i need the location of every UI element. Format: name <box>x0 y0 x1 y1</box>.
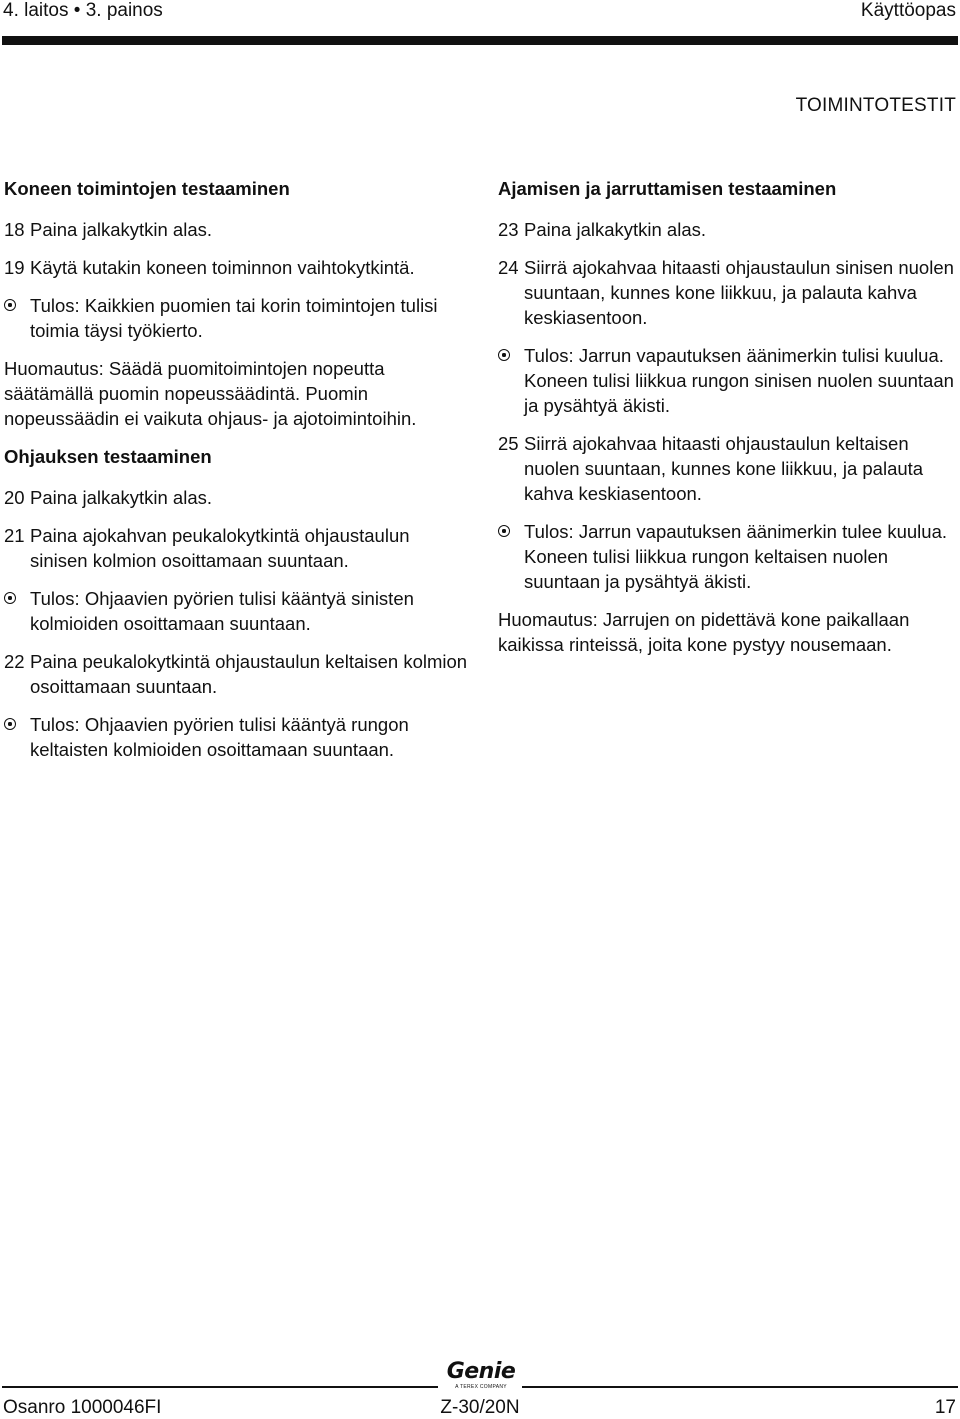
step-text: Siirrä ajokahvaa hitaasti ohjaustaulun sinisen nuolen suuntaan, kunnes kone liikkuu, ja palauta kahva keskiasentoon. <box>524 257 954 328</box>
logo-wordmark: Genie <box>446 1359 516 1384</box>
step-20 <box>4 485 472 510</box>
result-22 <box>4 712 472 762</box>
result-21 <box>4 586 472 636</box>
step-21 <box>4 523 472 573</box>
step-24 <box>498 255 958 330</box>
result-text: Tulos: Jarrun vapautuksen äänimerkin tulisi kuulua. Koneen tulisi liikkua rungon sinisen nuolen suuntaan ja pysähtyä äkisti. <box>524 345 954 416</box>
step-text: Paina ajokahvan peukalokytkintä ohjaustaulun sinisen kolmion osoittamaan suuntaan. <box>30 525 410 571</box>
step-number: 25 <box>498 433 519 454</box>
result-text: Tulos: Ohjaavien pyörien tulisi kääntyä rungon keltaisten kolmioiden osoittamaan suuntaan. <box>30 714 409 760</box>
step-18 <box>4 217 472 242</box>
step-number: 19 <box>4 257 25 278</box>
result-bullet-icon <box>498 525 510 537</box>
footer-rule-right <box>522 1386 958 1388</box>
result-bullet-icon <box>4 718 16 730</box>
genie-logo <box>444 1360 518 1392</box>
step-text: Paina jalkakytkin alas. <box>30 219 213 240</box>
step-text: Paina peukalokytkintä ohjaustaulun keltaisen kolmion osoittamaan suuntaan. <box>30 651 468 697</box>
left-column <box>4 176 472 775</box>
heading-machine-functions: Koneen toimintojen testaaminen <box>4 178 290 199</box>
heading-drive-brake: Ajamisen ja jarruttamisen testaaminen <box>498 178 837 199</box>
step-text: Paina jalkakytkin alas. <box>30 487 213 508</box>
manual-title: Käyttöopas <box>860 0 956 21</box>
header-rule <box>2 36 958 45</box>
step-text: Siirrä ajokahvaa hitaasti ohjaustaulun keltaisen nuolen suuntaan, kunnes kone liikkuu, ja palauta kahva keskiasentoon. <box>524 433 924 504</box>
result-bullet-icon <box>4 592 16 604</box>
step-number: 24 <box>498 257 519 278</box>
logo-subtext: A TEREX COMPANY <box>455 1384 507 1390</box>
result-text: Tulos: Ohjaavien pyörien tulisi kääntyä sinisten kolmioiden osoittamaan suuntaan. <box>30 588 414 634</box>
step-number: 18 <box>4 219 25 240</box>
step-number: 20 <box>4 487 25 508</box>
result-bullet-icon <box>498 349 510 361</box>
step-23 <box>498 217 958 242</box>
step-19 <box>4 255 472 280</box>
model-number: Z-30/20N <box>440 1397 520 1418</box>
step-number: 23 <box>498 219 519 240</box>
step-25 <box>498 431 958 506</box>
part-number: Osanro 1000046FI <box>3 1397 162 1418</box>
heading-steering: Ohjauksen testaaminen <box>4 446 212 467</box>
result-text: Tulos: Jarrun vapautuksen äänimerkin tulee kuulua. Koneen tulisi liikkua rungon keltaisen nuolen suuntaan ja pysähtyä äkisti. <box>524 521 947 592</box>
footer-rule-left <box>2 1386 438 1388</box>
result-bullet-icon <box>4 299 16 311</box>
result-text: Tulos: Kaikkien puomien tai korin toimintojen tulisi toimia täysi työkierto. <box>30 295 438 341</box>
step-text: Käytä kutakin koneen toiminnon vaihtokytkintä. <box>30 257 415 278</box>
result-19 <box>4 293 472 343</box>
step-text: Paina jalkakytkin alas. <box>524 219 707 240</box>
edition-label: 4. laitos • 3. painos <box>3 0 163 21</box>
result-24 <box>498 343 958 418</box>
result-25 <box>498 519 958 594</box>
right-column <box>498 176 958 670</box>
section-title: TOIMINTOTESTIT <box>795 95 956 116</box>
step-number: 21 <box>4 525 25 546</box>
note-boom-speed: Huomautus: Säädä puomitoimintojen nopeutta säätämällä puomin nopeussäädintä. Puomin nopeussäädin ei vaikuta ohjaus- ja ajotoimintoihin. <box>4 358 417 429</box>
page-number: 17 <box>934 1397 956 1418</box>
step-number: 22 <box>4 651 25 672</box>
step-22 <box>4 649 472 699</box>
note-brakes: Huomautus: Jarrujen on pidettävä kone paikallaan kaikissa rinteissä, joita kone pystyy nousemaan. <box>498 609 910 655</box>
